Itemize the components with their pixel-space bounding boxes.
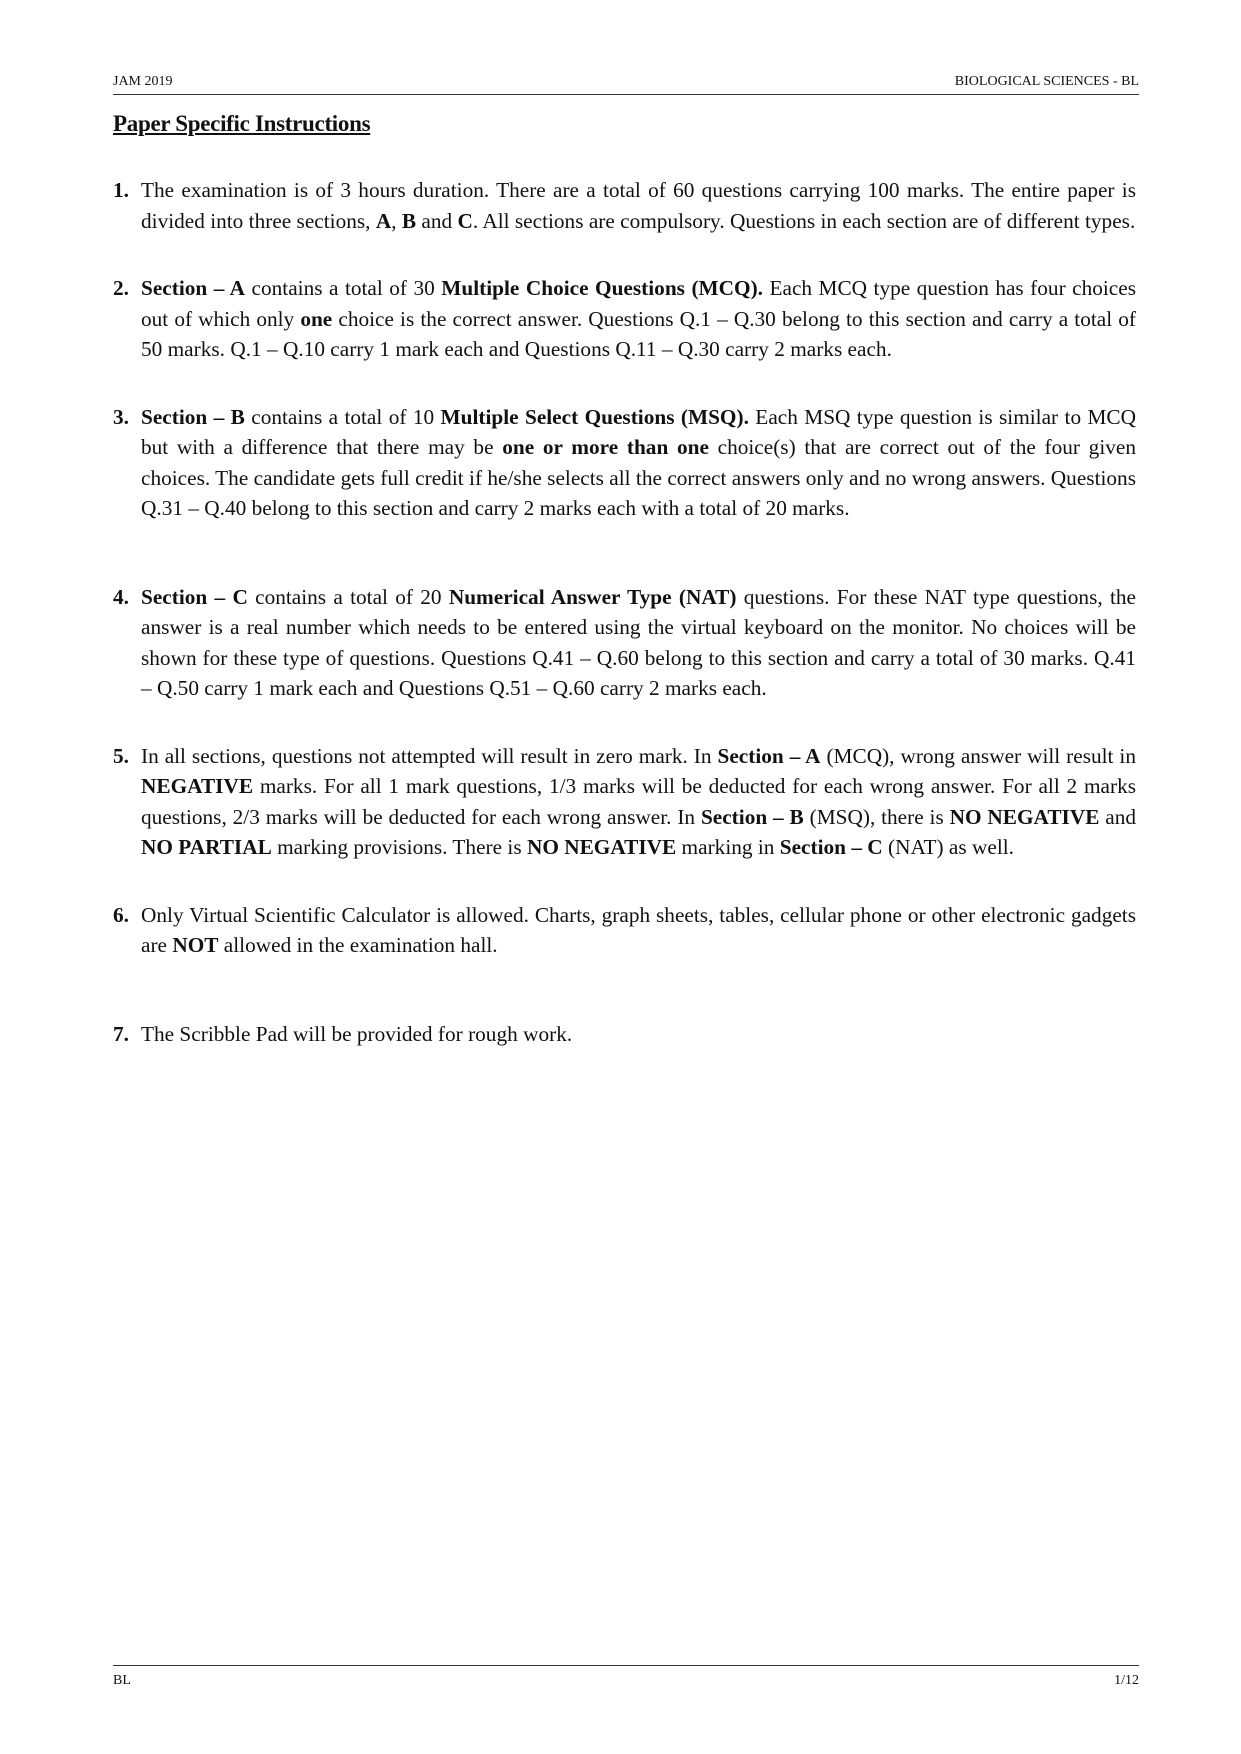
emphasis-text: one xyxy=(300,306,333,331)
emphasis-text: Section – B xyxy=(700,804,804,829)
instruction-item xyxy=(113,175,1136,236)
instruction-number: 6. xyxy=(113,902,129,927)
page-title: Paper Specific Instructions xyxy=(113,111,371,136)
instruction-text xyxy=(141,402,1136,524)
text-run: allowed in the examination hall. xyxy=(218,933,498,957)
text-run: In all sections, questions not attempted will result in zero mark. In xyxy=(141,743,718,768)
instruction-number: 1. xyxy=(113,178,129,202)
text-run: marks. For all 1 mark questions, 1/3 marks will be deducted for each wrong answer. For all 2 marks questions, 2/3 marks will be deducted for each wrong answer. In xyxy=(141,774,1136,829)
text-run: The Scribble Pad will be provided for rough work. xyxy=(141,1021,573,1046)
text-run: Each MSQ type question is similar to MCQ but with a difference that there may be xyxy=(141,404,1136,459)
text-run: questions. For these NAT type questions, the answer is a real number which needs to be entered using the virtual keyboard on the monitor. No choices will be shown for these type of questions. Questions Q.41 – Q.60 belong to this section and carry a total of 30 marks. Q.41 – Q.50 carry 1 mark each and Questions Q.51 – Q.60 carry 2 marks each. xyxy=(141,584,1136,700)
header-paper-name: BIOLOGICAL SCIENCES - BL xyxy=(954,74,1139,89)
instruction-item xyxy=(113,1019,1136,1050)
footer-page-number: 1/12 xyxy=(1114,1673,1139,1688)
emphasis-text: B xyxy=(401,208,417,233)
instruction-number: 5. xyxy=(113,743,129,768)
emphasis-text: NEGATIVE xyxy=(141,774,254,798)
instruction-number: 4. xyxy=(113,584,129,609)
emphasis-text: Section – A xyxy=(717,743,821,768)
instruction-text xyxy=(141,1019,1136,1050)
instruction-item xyxy=(113,900,1136,961)
emphasis-text: Numerical Answer Type (NAT) xyxy=(448,584,737,609)
emphasis-text: Section – C xyxy=(141,584,248,609)
emphasis-text: Section – B xyxy=(141,404,245,429)
instruction-text xyxy=(141,582,1136,704)
text-run: The examination is of 3 hours duration. There are a total of 60 questions carrying 100 marks. The entire paper is divided into three sections, xyxy=(141,178,1136,233)
text-run: . All sections are compulsory. Questions in each section are of different types. xyxy=(472,208,1136,233)
instruction-number: 3. xyxy=(113,404,129,429)
text-run: choice is the correct answer. Questions Q.1 – Q.30 belong to this section and carry a total of 50 marks. Q.1 – Q.10 carry 1 mark each and Questions Q.11 – Q.30 carry 2 marks each. xyxy=(141,306,1136,361)
text-run: contains a total of 30 xyxy=(245,276,442,300)
instruction-item xyxy=(113,402,1136,524)
text-run: contains a total of 10 xyxy=(244,404,441,429)
instruction-number: 2. xyxy=(113,276,129,300)
emphasis-text: A xyxy=(375,208,392,233)
footer-paper-code: BL xyxy=(113,1673,131,1688)
instruction-item xyxy=(113,741,1136,863)
emphasis-text: NO NEGATIVE xyxy=(949,804,1100,829)
text-run: marking in xyxy=(676,835,780,859)
emphasis-text: one or more than one xyxy=(502,435,709,459)
header-exam-name: JAM 2019 xyxy=(113,74,173,89)
instruction-item xyxy=(113,582,1136,704)
emphasis-text: NO NEGATIVE xyxy=(526,835,677,859)
emphasis-text: Multiple Select Questions (MSQ). xyxy=(440,404,749,429)
emphasis-text: NO PARTIAL xyxy=(141,835,272,859)
instruction-number: 7. xyxy=(113,1021,129,1046)
emphasis-text: Section – C xyxy=(779,835,883,859)
emphasis-text: Section – A xyxy=(141,276,246,300)
text-run: choice(s) that are correct out of the four given choices. The candidate gets full credit if he/she selects all the correct answers only and no wrong answers. Questions Q.31 – Q.40 belong to this section and carry 2 marks each with a total of 20 marks. xyxy=(141,435,1136,520)
emphasis-text: Multiple Choice Questions (MCQ). xyxy=(441,276,763,300)
instruction-text xyxy=(141,900,1136,961)
instruction-text xyxy=(141,741,1136,863)
page-footer xyxy=(113,1673,1139,1689)
text-run: Only Virtual Scientific Calculator is allowed. Charts, graph sheets, tables, cellular phone or other electronic gadgets are xyxy=(141,902,1136,957)
text-run: , xyxy=(391,208,402,233)
text-run: and xyxy=(1099,804,1137,829)
text-run: Each MCQ type question has four choices out of which only xyxy=(141,276,1137,331)
text-run: and xyxy=(416,208,458,233)
emphasis-text: C xyxy=(457,208,473,233)
emphasis-text: NOT xyxy=(172,933,219,957)
page-header xyxy=(113,74,1139,95)
instruction-text xyxy=(141,175,1136,236)
text-run: contains a total of 20 xyxy=(247,584,449,609)
instruction-list xyxy=(113,175,1136,1086)
text-run: marking provisions. There is xyxy=(271,835,527,859)
instruction-text xyxy=(141,273,1136,365)
footer-divider xyxy=(113,1665,1139,1666)
text-run: (NAT) as well. xyxy=(882,835,1014,859)
instruction-item xyxy=(113,273,1136,365)
text-run: (MCQ), wrong answer will result in xyxy=(820,743,1136,768)
text-run: (MSQ), there is xyxy=(803,804,950,829)
